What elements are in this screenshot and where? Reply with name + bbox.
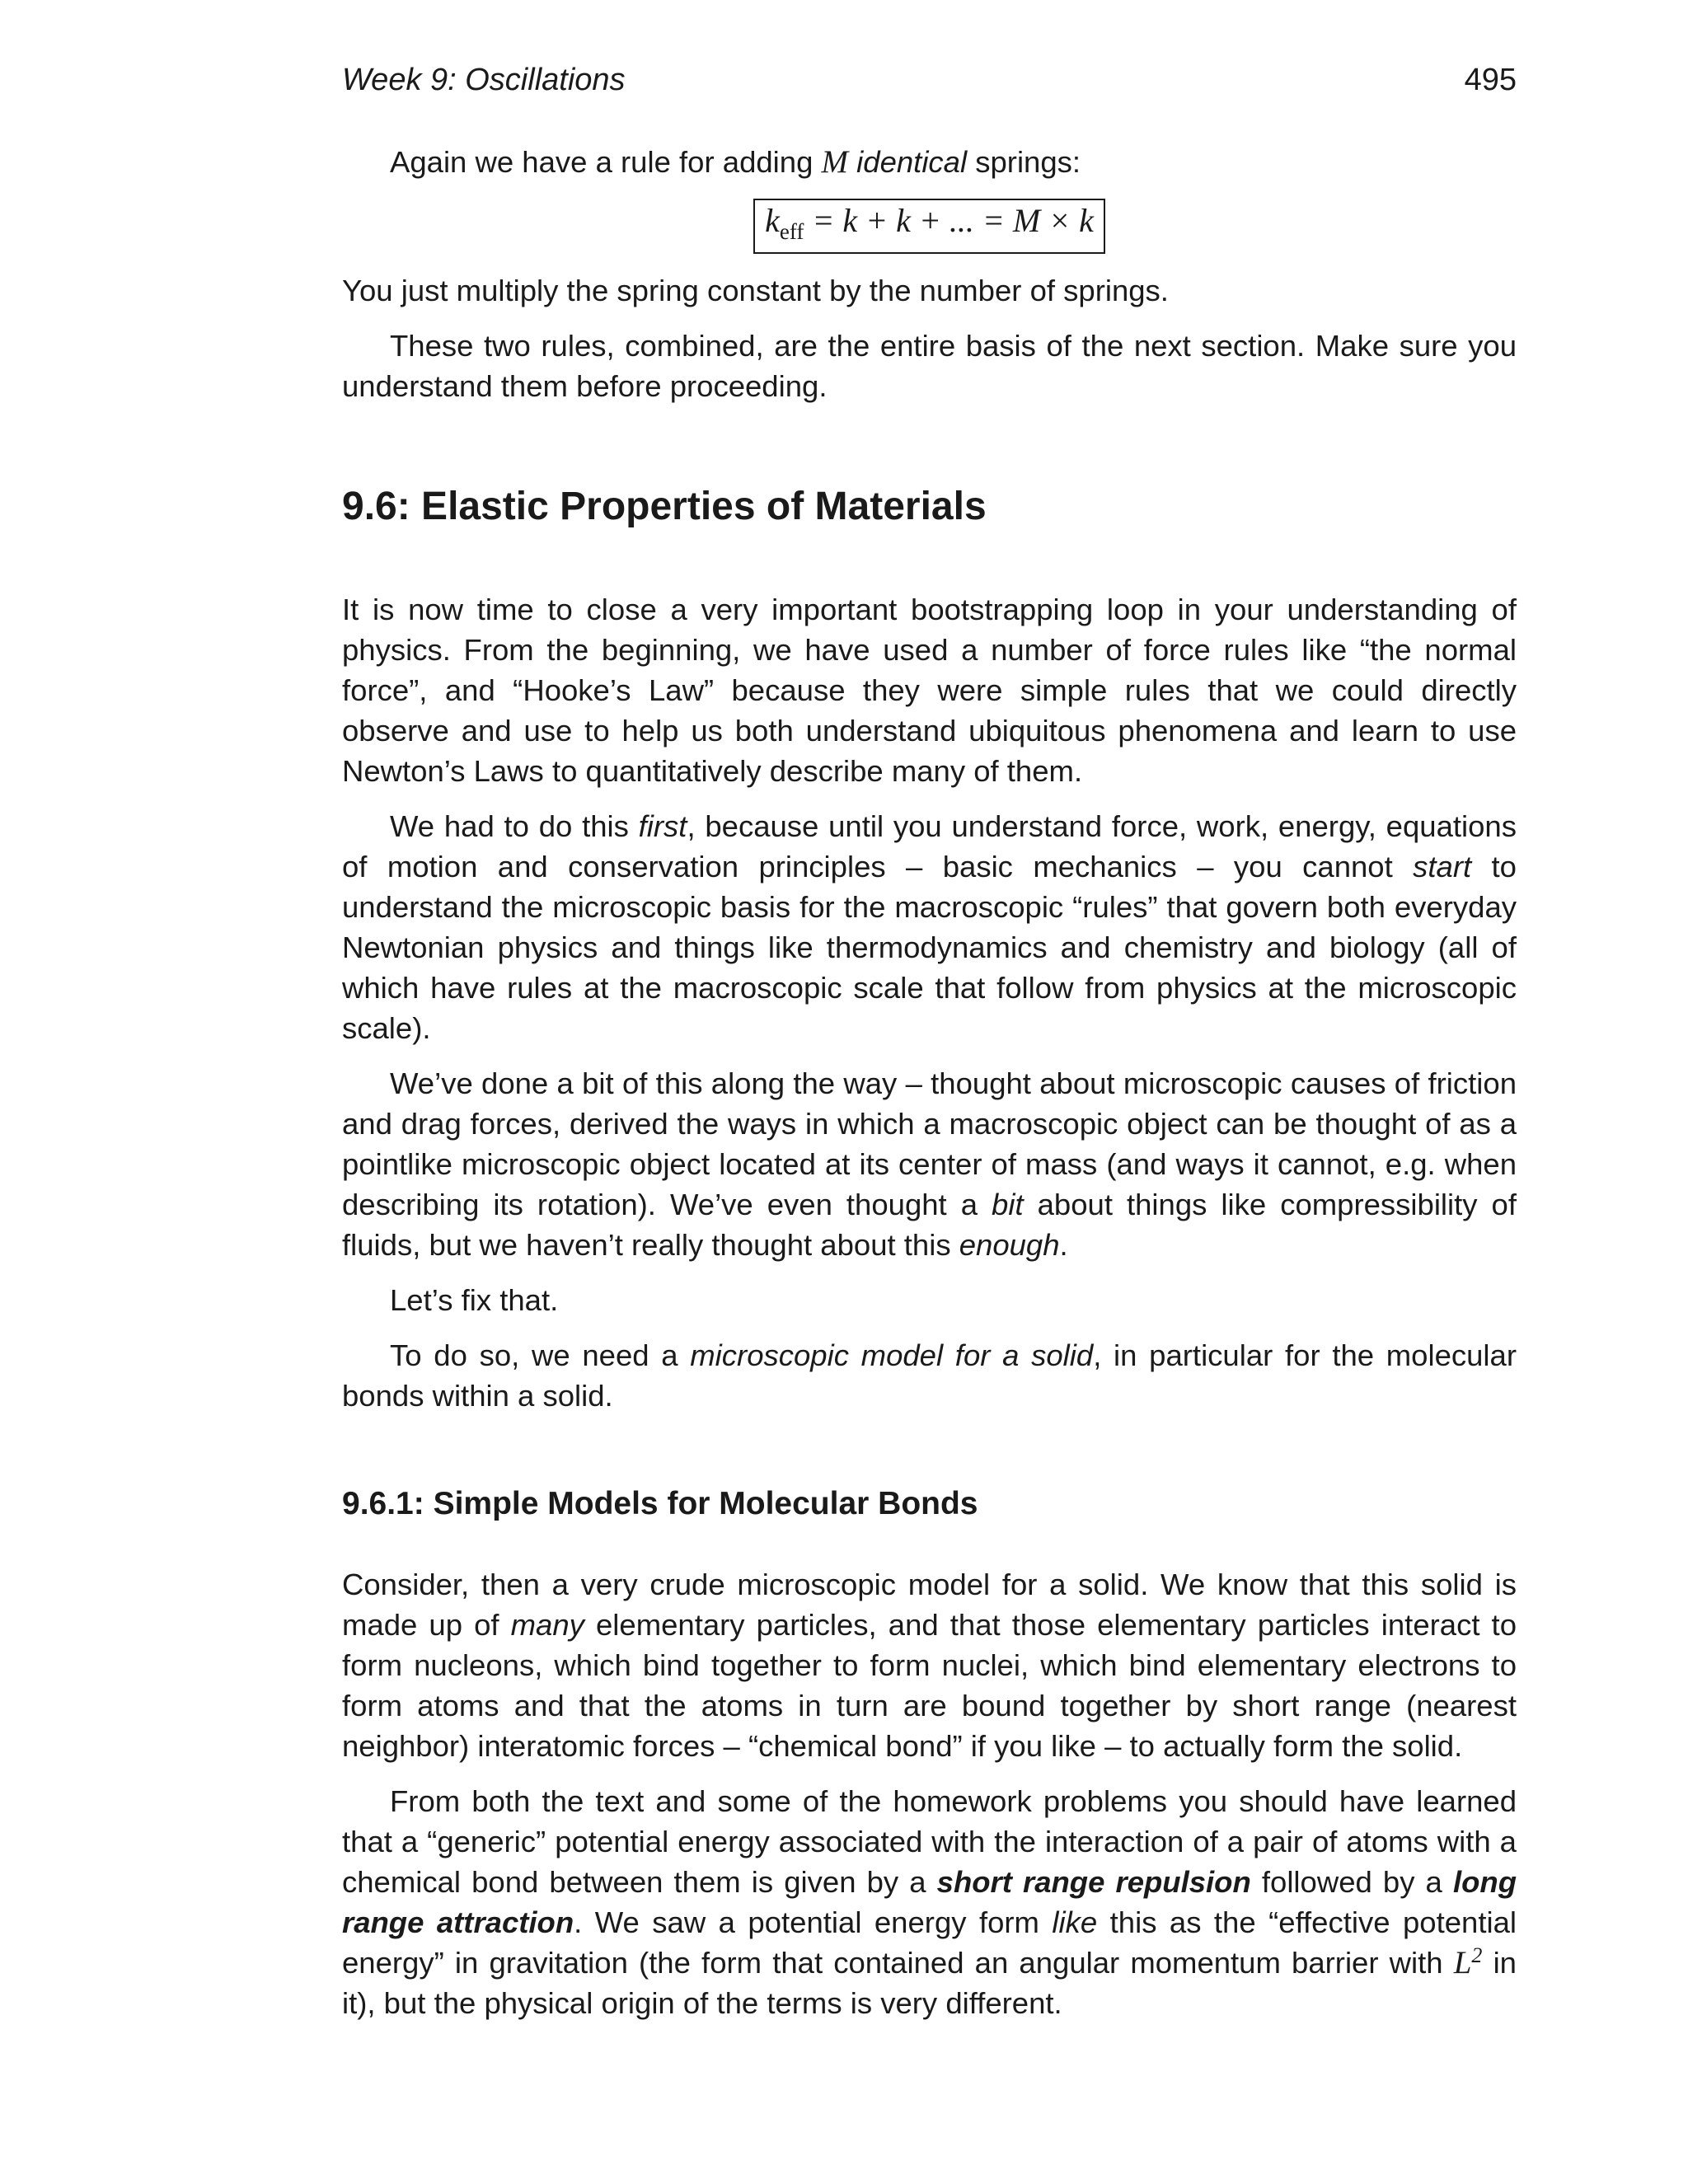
text-run: , in particular for the molecular bonds within a solid.: [342, 1338, 1517, 1413]
math-variable: L: [1453, 1945, 1472, 1980]
text-run: Consider, then a very crude microscopic model for a solid. We know that this solid is made up of: [342, 1568, 1517, 1642]
page-body: [342, 142, 1517, 2023]
equation-row: [342, 199, 1517, 254]
subsection-heading: 9.6.1: Simple Models for Molecular Bonds: [342, 1486, 978, 1521]
bold-emphasis-text: long range attraction: [342, 1865, 1517, 1939]
math-variable: k: [765, 202, 780, 239]
text-run: [848, 145, 856, 179]
emphasis-text: many: [510, 1608, 584, 1642]
text-run: this as the “effective potential energy” in gravitation (the form that contained an angular momentum barrier with: [342, 1905, 1517, 1980]
text-run: to understand the microscopic basis for the macroscopic “rules” that govern both everyday Newtonian physics and things like thermodynamics and chemistry and biology (all of which have rules at the macroscopic scale that follow from physics at the microscopic scale).: [342, 850, 1517, 1045]
emphasis-text: like: [1052, 1905, 1098, 1939]
text-run: about things like compressibility of fluids, but we haven’t really thought about this: [342, 1188, 1517, 1262]
section-paragraph-1: It is now time to close a very important bootstrapping loop in your understanding of physics. From the beginning, we have used a number of force rules like “the normal force”, and “Hooke’s Law” because they were simple rules that we could directly observe and use to help us both understand ubiquitous phenomena and learn to use Newton’s Laws to quantitatively describe many of them.: [342, 593, 1517, 788]
math-expression: = k + k + ... = M × k: [804, 202, 1094, 239]
intro-paragraph-1: [342, 142, 1517, 182]
section-paragraph-3: [342, 1063, 1517, 1265]
text-run: followed by a: [1250, 1865, 1453, 1899]
boxed-equation: [753, 199, 1105, 254]
text-run: To do so, we need a: [390, 1338, 691, 1372]
running-header: [342, 63, 1517, 104]
text-run: . We saw a potential energy form: [574, 1905, 1053, 1939]
running-title: Week 9: Oscillations: [342, 63, 626, 97]
text-run: springs:: [967, 145, 1081, 179]
text-run: Again we have a rule for adding: [390, 145, 822, 179]
subsection-paragraph-2: [342, 1781, 1517, 2023]
math-variable: M: [821, 144, 849, 180]
bold-emphasis-text: short range repulsion: [936, 1865, 1251, 1899]
math-exponent: 2: [1471, 1943, 1483, 1967]
text-run: .: [1059, 1228, 1068, 1262]
text-run: in it), but the physical origin of the terms is very different.: [342, 1946, 1517, 2020]
section-paragraph-4: Let’s fix that.: [390, 1283, 559, 1317]
text-run: We had to do this: [390, 809, 639, 843]
emphasis-text: first: [638, 809, 687, 843]
section-paragraph-5: [342, 1335, 1517, 1416]
text-run: elementary particles, and that those elementary particles interact to form nucleons, which bind together to form nuclei, which bind elementary electrons to form atoms and that the atoms in turn are bound together by short range (nearest neighbor) interatomic forces – “chemical bond” if you like – to actually form the solid.: [342, 1608, 1517, 1763]
subsection-paragraph-1: [342, 1564, 1517, 1766]
text-run: , because until you understand force, work, energy, equations of motion and conservation principles – basic mechanics – you cannot: [342, 809, 1517, 883]
section-heading: 9.6: Elastic Properties of Materials: [342, 485, 987, 528]
emphasis-text: identical: [856, 145, 968, 179]
emphasis-text: enough: [959, 1228, 1060, 1262]
emphasis-text: bit: [992, 1188, 1024, 1221]
math-subscript: eff: [779, 219, 804, 244]
text-run: From both the text and some of the homework problems you should have learned that a “generic” potential energy associated with the interaction of a pair of atoms with a chemical bond between them is given by a: [342, 1784, 1517, 1899]
text-run: We’ve done a bit of this along the way – thought about microscopic causes of friction and drag forces, derived the ways in which a macroscopic object can be thought of as a pointlike microscopic object located at its center of mass (and ways it cannot, e.g. when describing its rotation). We’ve even thought a: [342, 1066, 1517, 1221]
emphasis-text: microscopic model for a solid: [690, 1338, 1094, 1372]
intro-paragraph-2: You just multiply the spring constant by the number of springs.: [342, 274, 1169, 307]
emphasis-text: start: [1413, 850, 1472, 883]
section-paragraph-2: [342, 806, 1517, 1048]
page-number: 495: [1464, 63, 1517, 97]
intro-paragraph-3: These two rules, combined, are the entire basis of the next section. Make sure you understand them before proceeding.: [342, 329, 1517, 403]
